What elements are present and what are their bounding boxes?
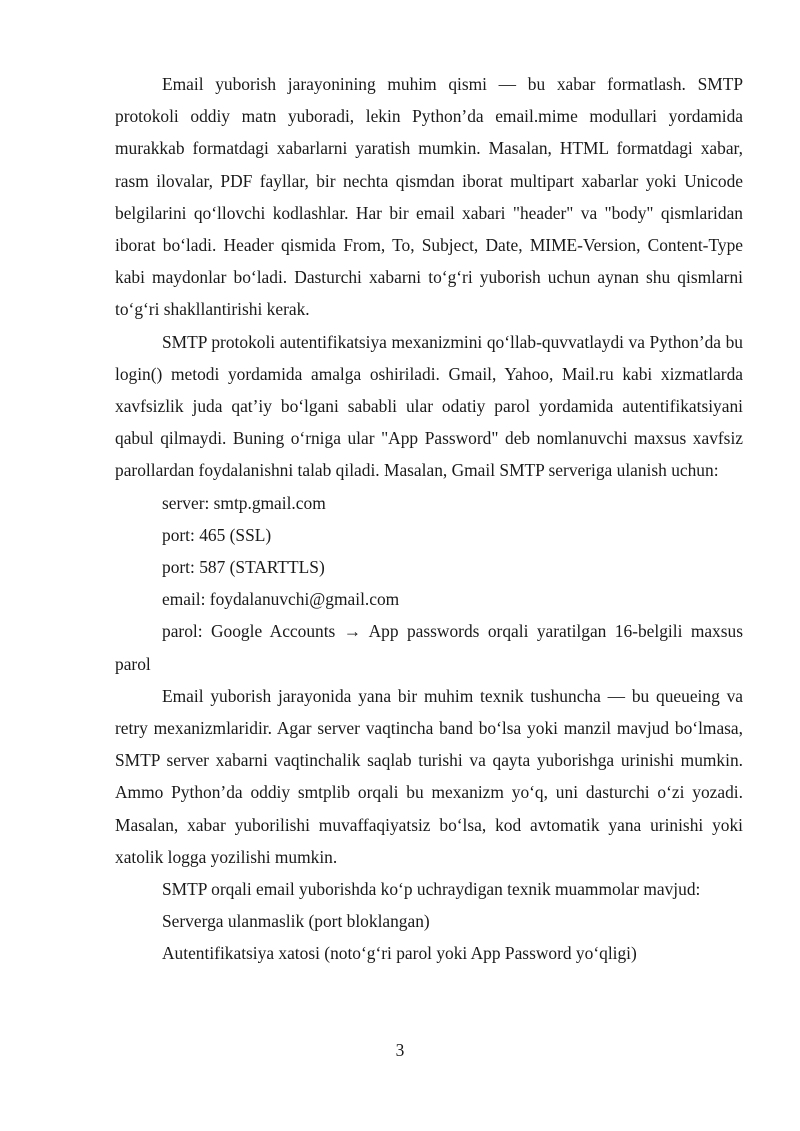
setting-port-starttls: port: 587 (STARTTLS) <box>162 557 325 578</box>
problem-item: Serverga ulanmaslik (port bloklangan) <box>162 911 430 932</box>
document-page <box>115 68 743 970</box>
paragraph-queueing-retry: Email yuborish jarayonida yana bir muhim texnik tushuncha — bu queueing va retry mexanizmlaridir. Agar server vaqtincha band bo‘lsa yoki manzil mavjud bo‘lmasa, SMTP server xabarni vaqtinchalik saqlab turishi va qayta yuborishga urinishi mumkin. Ammo Python’da oddiy smtplib orqali bu mexanizm yo‘q, uni dasturchi o‘zi yozadi. Masalan, xabar yuborilishi muvaffaqiyatsiz bo‘lsa, kod avtomatik yana urinishi yoki xatolik logga yozilishi mumkin. <box>115 685 743 867</box>
setting-port-ssl: port: 465 (SSL) <box>162 524 272 545</box>
page-number: 3 <box>395 1040 405 1060</box>
setting-server: server: smtp.gmail.com <box>162 492 326 513</box>
setting-password: parol: Google Accounts → App passwords orqali yaratilgan 16-belgili maxsus parol <box>115 621 743 674</box>
paragraph-email-formatting: Email yuborish jarayonining muhim qismi — bu xabar formatlash. SMTP protokoli oddiy matn yuboradi, lekin Python’da email.mime modullari yordamida murakkab formatdagi xabarlarni yaratish mumkin. Masalan, HTML formatdagi xabar, rasm ilovalar, PDF fayllar, bir nechta qismdan iborat multipart xabarlar yoki Unicode belgilarini qo‘llovchi kodlashlar. Har bir email xabari "header" va "body" qismlaridan iborat bo‘ladi. Header qismida From, To, Subject, Date, MIME-Version, Content-Type kabi maydonlar bo‘ladi. Dasturchi xabarni to‘g‘ri yuborish uchun aynan shu qismlarni to‘g‘ri shakllantirishi kerak. <box>115 74 743 320</box>
setting-email: email: foydalanuvchi@gmail.com <box>162 589 400 610</box>
problem-item: Autentifikatsiya xatosi (noto‘g‘ri parol yoki App Password yo‘qligi) <box>162 943 637 964</box>
paragraph-smtp-authentication: SMTP protokoli autentifikatsiya mexanizmini qo‘llab-quvvatlaydi va Python’da bu login() metodi yordamida amalga oshiriladi. Gmail, Yahoo, Mail.ru kabi xizmatlarda xavfsizlik juda qat’iy bo‘lgani sababli ular odatiy parol yordamida autentifikatsiyani qabul qilmaydi. Buning o‘rniga ular "App Password" deb nomlanuvchi maxsus xavfsiz parollardan foydalanishni talab qiladi. Masalan, Gmail SMTP serveriga ulanish uchun: <box>115 331 743 481</box>
paragraph-common-problems: SMTP orqali email yuborishda ko‘p uchraydigan texnik muammolar mavjud: <box>162 879 701 900</box>
